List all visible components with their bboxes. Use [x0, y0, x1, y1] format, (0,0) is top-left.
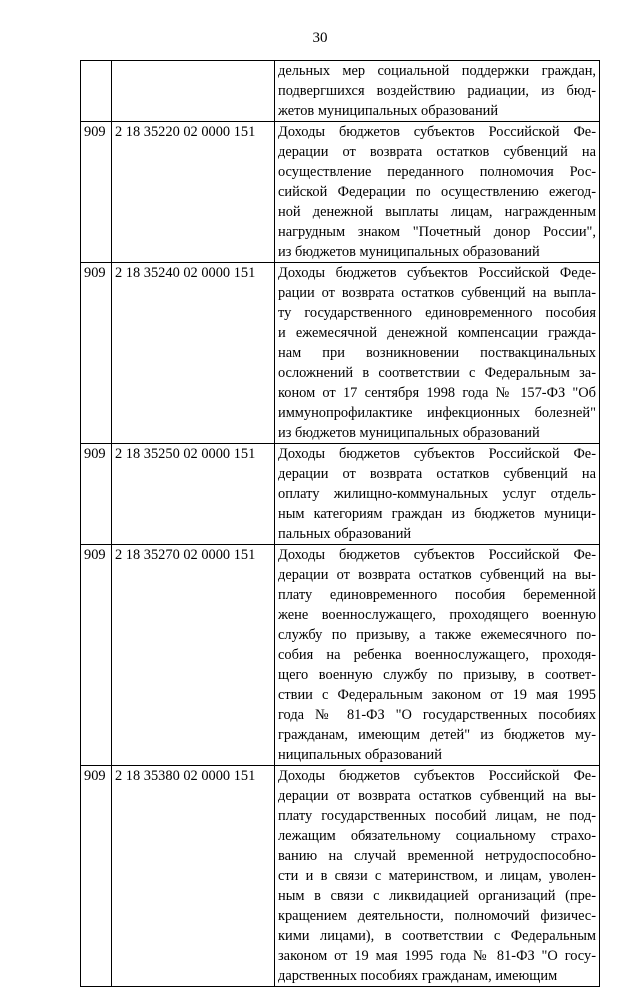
description-line: Доходы бюджетов субъектов Российской Фе- — [278, 446, 596, 462]
budget-code-cell: 2 18 35270 02 0000 151 — [112, 545, 275, 766]
description-line: дерации от возврата остатков субвенций на вы- — [278, 567, 596, 583]
description-line: собия на ребенка военнослужащего, проходя- — [278, 647, 596, 663]
budget-code-cell: 2 18 35380 02 0000 151 — [112, 766, 275, 987]
description-line: осложнений в соответствии с Федеральным за- — [278, 365, 596, 381]
description-line: законом от 19 мая 1995 года № 81-ФЗ "О госу- — [278, 948, 596, 964]
table-row — [81, 263, 600, 444]
table-row — [81, 766, 600, 987]
description-line: из бюджетов муниципальных образований — [278, 244, 540, 260]
admin-code-cell: 909 — [81, 263, 112, 444]
description-line: щего военную службу по призыву, в соответ- — [278, 667, 596, 683]
description-line: ванию на случай временной нетрудоспособно- — [278, 848, 596, 864]
description-line: дерации от возврата остатков субвенций на вы- — [278, 788, 596, 804]
description-line: кими лицами), в соответствии с Федеральным — [278, 928, 596, 944]
description-line: дарственных пособиях гражданам, имеющим — [278, 968, 558, 984]
admin-code-cell: 909 — [81, 545, 112, 766]
admin-code-cell: 909 — [81, 122, 112, 263]
page-number: 30 — [312, 30, 328, 46]
description-line: из бюджетов муниципальных образований — [278, 425, 540, 441]
description-line: ным категориям граждан из бюджетов муници- — [278, 506, 596, 522]
budget-classification-table — [80, 60, 600, 987]
description-line: ным в связи с ликвидацией организаций (пре- — [278, 888, 596, 904]
description-line: иммунопрофилактике инфекционных болезней" — [278, 405, 596, 421]
budget-code-cell: 2 18 35250 02 0000 151 — [112, 444, 275, 545]
description-line: плату государственных пособий лицам, не под- — [278, 808, 596, 824]
description-line: Доходы бюджетов субъектов Российской Феде- — [278, 265, 596, 281]
table-row — [81, 61, 600, 122]
description-line: ниципальных образований — [278, 747, 442, 763]
description-line: кращением деятельности, полномочий физичес- — [278, 908, 596, 924]
description-cell — [275, 122, 600, 263]
admin-code-cell: 909 — [81, 444, 112, 545]
description-line: дерации от возврата остатков субвенций на — [278, 144, 596, 160]
budget-code-cell — [112, 61, 275, 122]
description-line: сийской Федерации по осуществлению ежегод- — [278, 184, 596, 200]
description-line: гражданам, имеющим детей" из бюджетов му- — [278, 727, 596, 743]
table-row — [81, 122, 600, 263]
description-line: оплату жилищно-коммунальных услуг отдель- — [278, 486, 596, 502]
table-row — [81, 444, 600, 545]
description-cell — [275, 545, 600, 766]
description-line: Доходы бюджетов субъектов Российской Фе- — [278, 768, 596, 784]
table-row — [81, 545, 600, 766]
description-line: коном от 17 сентября 1998 года № 157-ФЗ "Об — [278, 385, 596, 401]
description-line: пальных образований — [278, 526, 412, 542]
description-line: сти и в связи с материнством, и лицам, уволен- — [278, 868, 596, 884]
description-line: дельных мер социальной поддержки граждан, — [278, 63, 596, 79]
description-line: дерации от возврата остатков субвенций на — [278, 466, 596, 482]
description-line: рации от возврата остатков субвенций на выпла- — [278, 285, 596, 301]
budget-code-cell: 2 18 35220 02 0000 151 — [112, 122, 275, 263]
table-body — [81, 61, 600, 987]
description-line: нагрудным знаком "Почетный донор России", — [278, 224, 596, 240]
description-line: Доходы бюджетов субъектов Российской Фе- — [278, 124, 596, 140]
description-cell — [275, 61, 600, 122]
description-line: Доходы бюджетов субъектов Российской Фе- — [278, 547, 596, 563]
description-cell — [275, 766, 600, 987]
description-line: лежащим обязательному социальному страхо- — [278, 828, 596, 844]
description-line: жетов муниципальных образований — [278, 103, 499, 119]
description-line: подвергшихся воздействию радиации, из бюд- — [278, 83, 596, 99]
description-line: плату единовременного пособия беременной — [278, 587, 596, 603]
admin-code-cell: 909 — [81, 766, 112, 987]
description-line: года № 81-ФЗ "О государственных пособиях — [278, 707, 596, 723]
description-line: осуществление переданного полномочия Рос- — [278, 164, 596, 180]
description-cell — [275, 263, 600, 444]
description-cell — [275, 444, 600, 545]
description-line: ной денежной выплаты лицам, награжденным — [278, 204, 596, 220]
description-line: жене военнослужащего, проходящего военную — [278, 607, 596, 623]
admin-code-cell — [81, 61, 112, 122]
budget-code-cell: 2 18 35240 02 0000 151 — [112, 263, 275, 444]
description-line: нам при возникновении поствакцинальных — [278, 345, 596, 361]
description-line: ствии с Федеральным законом от 19 мая 1995 — [278, 687, 596, 703]
description-line: и ежемесячной денежной компенсации гражда- — [278, 325, 596, 341]
description-line: службу по призыву, а также ежемесячного по- — [278, 627, 596, 643]
description-line: ту государственного единовременного пособия — [278, 305, 596, 321]
